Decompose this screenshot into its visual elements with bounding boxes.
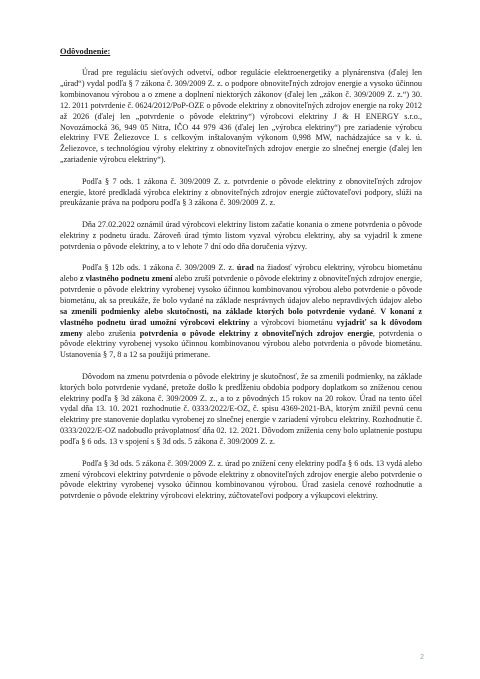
paragraph-text: Podľa § 7 ods. 1 zákona č. 309/2009 Z. z. potvrdenie o pôvode elektriny z obnoviteľných zdrojov energie, ktoré predkladá výrobca elektriny z obnoviteľných zdrojov energie zúčtovateľovi podpory, slúži na preukázanie práva na podporu podľa § 3 zákona č. 309/2009 Z. z.	[60, 176, 422, 208]
bold-text: V konaní z vlastného podnetu úrad umožní výrobcovi elektriny	[60, 306, 423, 327]
paragraph	[60, 459, 422, 503]
paragraph-text: a výrobcovi biometánu	[249, 317, 337, 327]
paragraph-text: alebo zrušenia	[82, 328, 140, 338]
paragraph-text: na žiadosť výrobcu elektriny, výrobcu biometánu alebo	[60, 263, 422, 283]
paragraph-text: Podľa § 3d ods. 5 zákona č. 309/2009 Z. z. úrad po znížení ceny elektriny podľa § 6 ods. 13 vydá alebo zmení výrobcovi elektriny potvrdenie o pôvode elektriny z obnoviteľných zdrojov energie alebo potvrdenie o pôvode elektriny vyrobenej vysoko účinnou kombinovanou výrobou. Úrad zasiela cenové rozhodnutie a potvrdenie o pôvode elektriny výrobcovi elektriny, zúčtovateľovi podpory a výkupcovi elektriny.	[60, 458, 422, 501]
paragraph	[60, 68, 422, 166]
bold-text: potvrdenia o pôvode elektriny z obnoviteľných zdrojov energie	[139, 328, 373, 338]
paragraph-text: Podľa § 12b ods. 1 zákona č. 309/2009 Z. z.	[82, 263, 237, 273]
paragraph	[60, 372, 422, 448]
bold-text: z vlastného podnetu zmení	[79, 274, 173, 283]
bold-text: sa zmenili podmienky alebo skutočnosti, na základe ktorých bolo potvrdenie vydané	[60, 306, 375, 316]
document-body	[60, 68, 422, 502]
paragraph-text: Dôvodom na zmenu potvrdenia o pôvode elektriny je skutočnosť, že sa zmenili podmienky, na základe ktorých bolo potvrdenie vydané, pretože došlo k predĺženiu obdobia podpory doplatkom so zníženou cenou elektriny podľa § 3d zákona č. 309/2009 Z. z., a to z pôvodných 15 rokov na 20 rokov. Úrad na tento účel vydal dňa 13. 10. 2021 rozhodnutie č. 0333/2022/E-OZ, č. spisu 4369-2021-BA, ktorým znížil pevnú cenu elektriny pre stanovenie doplatku vyrobenej zo slnečnej energie v zariadení výrobcu elektriny. Rozhodnutie č. 0333/2022/E-OZ nadobudlo právoplatnosť dňa 02. 12. 2021. Dôvodom zníženia ceny bolo uplatnenie postupu podľa § 6 ods. 13 v spojení s § 3d ods. 5 zákona č. 309/2009 Z. z.	[60, 371, 422, 447]
paragraph-text: , potvrdenia o pôvode elektriny vyrobenej vysoko účinnou kombinovanou výrobou alebo potvrdenia o pôvode biometánu. Ustanovenia § 7, 8 a 12 sa použijú primerane.	[60, 328, 422, 360]
paragraph-text: alebo zruší potvrdenie o pôvode elektriny z obnoviteľných zdrojov energie, potvrdenie o pôvode elektriny vyrobenej vysoko účinnou kombinovanou výrobou alebo potvrdenie o pôvode biometánu, ak sa preukáže, že bolo vydané na základe nesprávnych údajov alebo nepravdivých údajov alebo	[60, 274, 422, 305]
paragraph	[60, 177, 422, 210]
page-number: 2	[420, 654, 424, 661]
section-heading: Odôvodnenie:	[60, 47, 111, 56]
bold-text: úrad	[236, 263, 254, 273]
bold-text: vyjadriť sa k dôvodom zmeny	[60, 317, 422, 338]
paragraph-text: Úrad pre reguláciu sieťových odvetví, odbor regulácie elektroenergetiky a plynárenstva (ďalej len „úrad“) vydal podľa § 7 zákona č. 309/2009 Z. z. o podpore obnoviteľných zdrojov energie a vysoko účinnou kombinovanou výrobou a o zmene a doplnení niektorých zákonov (ďalej len „zákon č. 309/2009 Z. z.“) 30. 12. 2011 potvrdenie č. 0624/2012/PoP-OZE o pôvode elektriny z obnoviteľných zdrojov energie na roky 2012 až 2026 (ďalej len „potvrdenie o pôvode elektriny“) výrobcovi elektriny J & H ENERGY s.r.o., Novozámocká 36, 949 05 Nitra, IČO 44 979 436 (ďalej len „výrobca elektriny“) pre zariadenie výrobcu elektriny FVE Želiezovce I. s celkovým inštalovaným výkonom 0,998 MW, nachádzajúce sa v k. ú. Želiezovce, s technológiou výroby elektriny z obnoviteľných zdrojov energie zo slnečnej energie (ďalej len „zariadenie výrobcu elektriny“).	[60, 68, 422, 165]
paragraph	[60, 220, 422, 253]
paragraph	[60, 263, 422, 361]
paragraph-text: Dňa 27.02.2022 oznámil úrad výrobcovi elektriny listom začatie konania o zmene potvrdenia o pôvode elektriny z podnetu úradu. Zároveň úrad týmto listom vyzval výrobcu elektriny, aby sa vyjadril k zmene potvrdenia o pôvode elektriny, a to v lehote 7 dní odo dňa doručenia výzvy.	[60, 219, 422, 251]
paragraph-text: .	[374, 306, 381, 316]
